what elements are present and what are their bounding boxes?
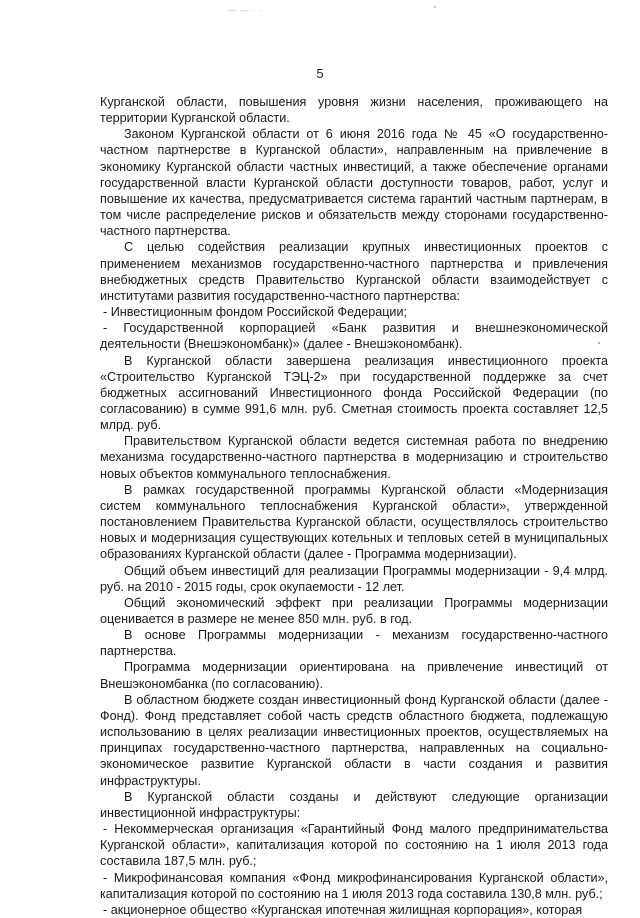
paragraph-heat-supply: Правительством Курганской области ведется системная работа по внедрению механизма государственно-частного партнерства в модернизацию и строительство новых объектов коммунального теплоснабжения. [100, 434, 608, 481]
scan-header-marks: — — · · [228, 6, 263, 15]
list-item-guarantee-fund: - Некоммерческая организация «Гарантийный Фонд малого предпринимательства Курганской области», капитализация которой по состоянию на 1 июля 2013 года составила 187,5 млн. руб.; [100, 822, 608, 869]
document-body [100, 94, 608, 918]
paragraph-infrastructure-orgs: В Курганской области созданы и действуют следующие организации инвестиционной инфраструктуры: [100, 789, 608, 820]
page-number: 5 [316, 66, 324, 81]
list-item-mortgage-corporation: - акционерное общество «Курганская ипотечная жилищная корпорация», которая [103, 902, 583, 917]
paragraph-modernization-program: В рамках государственной программы Курганской области «Модернизация систем коммунального теплоснабжения Курганской области», утвержденной постановлением Правительства Курганской области, осуществлялось строительство новых и модернизация существующих котельных и тепловых сетей в муниципальных образованиях Курганской области (далее - Программа модернизации). [100, 482, 608, 562]
paragraph-ppp-institutions: С целью содействия реализации крупных инвестиционных проектов с применением механизмов государственно-частного партнерства и привлечения внебюджетных средств Правительство Курганской области взаимодействует с институтами развития государственно-частного партнерства: [100, 240, 608, 303]
scan-artifact-dot [434, 6, 436, 8]
paragraph-program-orientation: Программа модернизации ориентирована на привлечение инвестиций от Внешэкономбанка (по согласованию). [100, 660, 608, 691]
paragraph-law-45: Законом Курганской области от 6 июня 2016 года № 45 «О государственно-частном партнерстве в Курганской области», направленным на привлечение в экономику Курганской области частных инвестиций, а также обеспечение органами государственной власти Курганской области доступности товаров, работ, услуг и повышение их качества, предусматривается система гарантий частным партнерам, в том числе распределение рисков и обязательств между сторонами государственно-частного партнерства. [100, 127, 608, 239]
list-item-investment-fund: - Инвестиционным фондом Российской Федерации; [103, 305, 407, 320]
paragraph-tec2-project: В Курганской области завершена реализация инвестиционного проекта «Строительство Курганской ТЭЦ-2» при государственной поддержке за счет бюджетных ассигнований Инвестиционного фонда Российской Федерации (по согласованию) в сумме 991,6 млн. руб. Сметная стоимость проекта составляет 12,5 млрд. руб. [100, 353, 608, 433]
paragraph-continuation: Курганской области, повышения уровня жизни населения, проживающего на территории Курганской области. [100, 95, 608, 126]
scan-artifact-dot [598, 342, 600, 344]
list-item-vnesheconombank: - Государственной корпорацией «Банк развития и внешнеэкономической деятельности (Внешэкономбанк)» (далее - Внешэкономбанк). [100, 321, 608, 352]
paragraph-regional-fund: В областном бюджете создан инвестиционный фонд Курганской области (далее - Фонд). Фонд представляет собой часть средств областного бюджета, подлежащую использованию в целях реализации инвестиционных проектов, осуществляемых на принципах государственно-частного партнерства, направленных на социально-экономическое развитие Курганской области в части создания и развития инфраструктуры. [100, 692, 608, 788]
paragraph-economic-effect: Общий экономический эффект при реализации Программы модернизации оценивается в размере не менее 850 млн. руб. в год. [100, 595, 608, 626]
paragraph-ppp-mechanism: В основе Программы модернизации - механизм государственно-частного партнерства. [100, 628, 608, 659]
list-item-microfinance: - Микрофинансовая компания «Фонд микрофинансирования Курганской области», капитализация которой по состоянию на 1 июля 2013 года составила 130,8 млн. руб.; [100, 870, 608, 901]
paragraph-investment-volume: Общий объем инвестиций для реализации Программы модернизации - 9,4 млрд. руб. на 2010 - 2015 годы, срок окупаемости - 12 лет. [100, 563, 608, 594]
